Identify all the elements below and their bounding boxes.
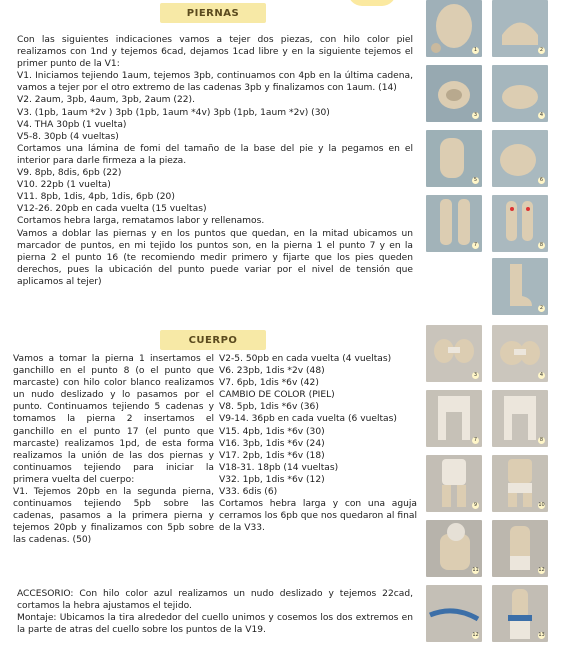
piernas-line: V3. (1pb, 1aum *2v ) 3pb (1pb, 1aum *4v) 3pb (1pb, 1aum *2v) (30) <box>17 107 330 118</box>
photo-number: 12 <box>472 632 479 638</box>
photo-number: 9 <box>473 502 478 508</box>
step-photo <box>426 390 482 447</box>
photo-number: 10 <box>538 502 545 508</box>
montaje-paragraph: Montaje: Ubicamos la tira alrededor del cuello unimos y cosemos los dos extremos en la parte de atras del cuello sobre los puntos de la V19. <box>17 613 413 636</box>
cuerpo-paragraph: V1. Tejemos 20pb en la segunda pierna, continuamos tejiendo 5pb sobre las cadenas, pasamos a la primera pierna y tejemos 20pb y finalizamos con 5pb sobre las cadenas. (50) <box>13 487 214 546</box>
cuerpo-paragraph: Vamos a tomar la pierna 1 insertamos el ganchillo en el punto 8 (o el punto que marcaste) con hilo color blanco realizamos un nudo deslizado y lo pasamos por el punto. Continuamos tejiendo 5 cadenas y tomamos la pierna 2 insertamos el ganchillo en el punto 17 (el punto que marcaste) realizamos 1pd, de esta forma realizamos la unión de las dos piernas y continuamos tejiendo para iniciar la primera vuelta del cuerpo: <box>13 354 214 485</box>
cuerpo-line: CAMBIO DE COLOR (PIEL) <box>219 390 335 401</box>
piernas-line: V2. 2aum, 3pb, 4aum, 3pb, 2aum (22). <box>17 95 195 106</box>
step-photo <box>426 455 482 512</box>
section-title-cuerpo: CUERPO <box>160 330 266 350</box>
photo-number: 7 <box>473 242 478 248</box>
step-photo <box>426 520 482 577</box>
piernas-line: V9. 8pb, 8dis, 6pb (22) <box>17 168 122 179</box>
piernas-line: Cortamos hebra larga, rematamos labor y rellenamos. <box>17 216 265 227</box>
photo-number: 6 <box>539 177 544 183</box>
step-photo <box>426 585 482 642</box>
cuerpo-line: V8. 5pb, 1dis *6v (36) <box>219 402 319 413</box>
piernas-line: V4. THA 30pb (1 vuelta) <box>17 119 127 130</box>
step-photo <box>426 195 482 252</box>
piernas-intro: Con las siguientes indicaciones vamos a tejer dos piezas, con hilo color piel realizamos con 1nd y tejemos 6cad, dejamos 1cad libre y en la siguiente tejemos el primer punto de la V1: <box>17 35 413 70</box>
cuerpo-line: V7. 6pb, 1dis *6v (42) <box>219 378 319 389</box>
step-photo <box>492 130 548 187</box>
cuerpo-bottom-text <box>17 588 413 636</box>
section-title-piernas: PIERNAS <box>160 3 266 23</box>
piernas-line: V10. 22pb (1 vuelta) <box>17 180 111 191</box>
photo-number: 8 <box>539 242 544 248</box>
step-photo <box>492 0 548 57</box>
piernas-line: V5-8. 30pb (4 vueltas) <box>17 131 119 142</box>
step-photo <box>426 130 482 187</box>
photo-number: 11 <box>472 567 479 573</box>
step-photo <box>492 195 548 252</box>
photo-number: 5 <box>473 177 478 183</box>
step-photo <box>426 325 482 382</box>
photo-number: 2 <box>539 47 544 53</box>
photo-number: 8 <box>539 437 544 443</box>
cuerpo-line: V15. 4pb, 1dis *6v (30) <box>219 426 325 437</box>
cuerpo-line: Cortamos hebra larga y con una aguja cerramos los 6pb que nos quedaron al final de la V33. <box>219 499 417 534</box>
step-photo <box>492 390 548 447</box>
cuerpo-line: V17. 2pb, 1dis *6v (18) <box>219 450 325 461</box>
cuerpo-line: V18-31. 18pb (14 vueltas) <box>219 462 339 473</box>
step-photo <box>426 0 482 57</box>
step-photo <box>492 585 548 642</box>
photo-number: 1 <box>473 47 478 53</box>
piernas-line: V12-26. 20pb en cada vuelta (15 vueltas) <box>17 204 207 215</box>
cuerpo-line: V6. 23pb, 1dis *2v (48) <box>219 366 325 377</box>
photo-number: 3 <box>473 112 478 118</box>
step-photo <box>492 455 548 512</box>
cuerpo-left-column <box>13 353 214 547</box>
accesorio-paragraph: ACCESORIO: Con hilo color azul realizamos un nudo deslizado y tejemos 22cad, cortamos la hebra ajustamos el tejido. <box>17 589 413 612</box>
step-photo <box>492 520 548 577</box>
cuerpo-line: V16. 3pb, 1dis *6v (24) <box>219 438 325 449</box>
cuerpo-line: V32. 1pb, 1dis *6v (12) <box>219 474 325 485</box>
piernas-text <box>17 34 413 288</box>
photo-number: 4 <box>539 372 544 378</box>
step-photo <box>492 65 548 122</box>
piernas-line: V1. Iniciamos tejiendo 1aum, tejemos 3pb, continuamos con 4pb en la última cadena, vamos a tejer por el otro extremo de las cadenas 3pb y finalizamos con 1aum. (14) <box>17 71 413 94</box>
photo-number: 7 <box>473 437 478 443</box>
photo-number: 3 <box>473 372 478 378</box>
piernas-line: V11. 8pb, 1dis, 4pb, 1dis, 6pb (20) <box>17 192 175 203</box>
cuerpo-line: V33. 6dis (6) <box>219 487 278 498</box>
photo-number: 4 <box>539 112 544 118</box>
decorative-header-blob <box>348 0 396 6</box>
step-photo <box>492 325 548 382</box>
piernas-line: Vamos a doblar las piernas y en los puntos que quedan, en la mitad ubicamos un marcador de puntos, en mi tejido los puntos son, en la pierna 1 el punto 7 y en la pierna 2 el punto 16 (te recomiendo medir primero y fijarte que los pies queden derechos, pues la ubicación del punto puede variar por el nivel de tensión que aplicamos al tejer) <box>17 228 413 287</box>
photo-number: 2 <box>539 305 544 311</box>
photo-number: 13 <box>538 632 545 638</box>
step-photo <box>492 258 548 315</box>
step-photo <box>426 65 482 122</box>
cuerpo-right-column <box>219 353 417 534</box>
cuerpo-line: V2-5. 50pb en cada vuelta (4 vueltas) <box>219 354 392 364</box>
cuerpo-line: V9-14. 36pb en cada vuelta (6 vueltas) <box>219 414 397 425</box>
piernas-line: Cortamos una lámina de fomi del tamaño de la base del pie y la pegamos en el interior para darle firmeza a la pieza. <box>17 143 413 166</box>
photo-number: 12 <box>538 567 545 573</box>
